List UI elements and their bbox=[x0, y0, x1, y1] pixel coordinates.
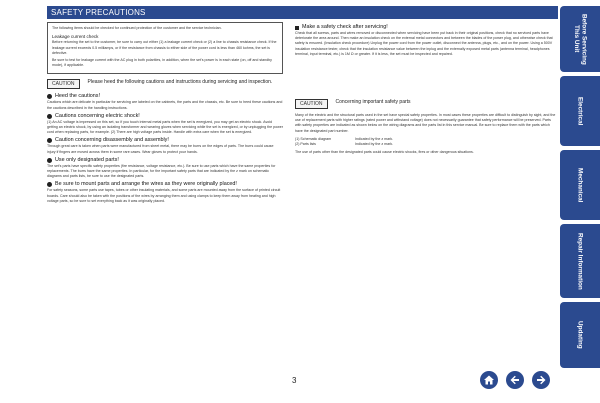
caution-badge: CAUTION bbox=[47, 79, 80, 89]
marking-table bbox=[295, 137, 557, 147]
forward-button[interactable] bbox=[532, 371, 550, 389]
section-body: Check that all screws, parts and wires removed or disconnected when servicing have been put back in their original positions, check that no serviced parts have deteriorate the area around. Then make an insulation check on the external metal connectors and between the blades of the power plug, and otherwise check that safety is ensured. (Insulation check procedure) Unplug the power cord from the power outlet, disconnect the antenna, plugs, etc., and on the power. Using a 500V insulation resistance tester, check that the insulation resistance value between the inplug and the externally exposed metal parts (antenna terminal, headphones terminal, input terminal, etc.) is 1M Ω or greater. If it is less, the set must be inspected and repaired. bbox=[295, 31, 553, 56]
table-key: (2) Parts lists bbox=[295, 142, 316, 147]
bullet-icon bbox=[47, 114, 52, 119]
section-title: Cautions concerning electric shock! bbox=[55, 112, 140, 119]
page-header: SAFETY PRECAUTIONS bbox=[47, 6, 558, 19]
caution-parts-footer: The use of parts other than the designated parts could cause electric shocks, fires or other dangerous situations. bbox=[295, 150, 474, 155]
section-body: Through great care is taken when parts were manufactured from sheet metal, there may be burrs on the edges of parts. The burrs could cause injury if fingers are moved across them in some rare cases. Wear gloves to protect your hands. bbox=[47, 144, 274, 154]
caution-text: Please heed the following cautions and instructions during servicing and inspection. bbox=[87, 79, 273, 86]
back-arrow-icon bbox=[509, 374, 521, 386]
section-title: Be sure to mount parts and arrange the wires as they were originally placed! bbox=[55, 181, 237, 188]
intro-line: The following items should be checked for continued protection of the customer and the service technician. bbox=[52, 26, 222, 30]
section-disassembly bbox=[47, 137, 283, 154]
left-column bbox=[47, 22, 283, 205]
tab-repair-information[interactable] bbox=[560, 224, 600, 298]
tab-label: Repair Information bbox=[576, 232, 584, 290]
section-title: Make a safety check after servicing! bbox=[302, 24, 388, 30]
caution-text: Concerning important safety parts bbox=[335, 99, 411, 106]
leakage-body-2: Be sure to test for leakage current with the AC plug in both polarities, in addition, when the set's power is in each state (on, off and standby mode), if applicable. bbox=[52, 58, 272, 68]
leakage-title: Leakage current check bbox=[52, 34, 99, 40]
tab-electrical[interactable] bbox=[560, 76, 600, 146]
section-body: For safety seasons, some parts use tapes, tubes or other insulating materials, and some parts are mounted away from the surface of printed circuit boards. Care should also be taken with the positions of the wires by arranging them and using clamps to keep them away from heating and high voltage parts, so be sure to set everything back as it was originally placed. bbox=[47, 188, 281, 203]
page-number: 3 bbox=[292, 376, 297, 385]
section-body: (1) An AC voltage is impressed on this set, so if you touch internal metal parts when the set is energized, you may get an electric shock. Avoid getting an electric shock, by using an isolating transformer and wearing gloves when servicing while the set is energized, or by unplugging the power cord when replacing parts, for example. (2) There are high voltage parts inside. Handle with extra care when the set is energized. bbox=[47, 119, 283, 135]
section-title: Heed the cautions! bbox=[55, 93, 100, 100]
square-bullet-icon bbox=[295, 26, 299, 30]
bullet-icon bbox=[47, 182, 52, 187]
tab-mechanical[interactable] bbox=[560, 150, 600, 220]
tab-label: Electrical bbox=[576, 96, 584, 126]
bullet-icon bbox=[47, 94, 52, 99]
section-body: The set's parts have specific safety properties (fire resistance, voltage resistance, etc.). Be sure to use parts which have the same properties for replacements. The burrs have the same properties. In particular, for the important safety parts that are indicated by the z mark on schematic diagrams and parts lists, be sure to use the designated parts. bbox=[47, 163, 276, 179]
tab-label: Before Servicing This Unit bbox=[573, 13, 588, 65]
section-body: Cautions which are delicate in particular for servicing are labeled on the cabinets, the parts and the chassis, etc. Be sure to heed these cautions and the cautions described in the handling instructions. bbox=[47, 100, 283, 110]
home-icon bbox=[483, 374, 495, 386]
section-mount bbox=[47, 181, 283, 204]
tab-updating[interactable] bbox=[560, 302, 600, 368]
table-row bbox=[295, 142, 557, 147]
caution-parts-body: Many of the electric and the structural parts used in the set have special safety properties. In most cases these properties are difficult to distinguish by sight, and the use of replacement parts with higher ratings (rated power and withstand voltage) does not necessarily guarantee that safety performance will be preserved. Parts with safety properties are indicated as shown below on the wiring diagrams and the parts list in this service manual. Be sure to replace them with the parts which have the designated part number. bbox=[295, 113, 556, 133]
caution-badge: CAUTION bbox=[295, 99, 328, 109]
section-heed bbox=[47, 93, 283, 110]
section-title: Use only designated parts! bbox=[55, 156, 119, 163]
caution-main bbox=[47, 79, 283, 89]
table-value: Indicated by the z mark. bbox=[355, 142, 394, 147]
tab-label: Updating bbox=[576, 321, 584, 349]
back-button[interactable] bbox=[506, 371, 524, 389]
bullet-icon bbox=[47, 158, 52, 163]
bullet-icon bbox=[47, 138, 52, 143]
home-button[interactable] bbox=[480, 371, 498, 389]
leakage-body-1: Before returning the set to the customer, be sure to carry out either (1) a leakage current check or (2) a line to chassis resistance check. If the leakage current exceeds 0.5 milliamps, or if the resistance from chassis to either side of the power cord is less than 460 kohms, the set is defective. bbox=[52, 40, 277, 55]
section-parts bbox=[47, 157, 283, 180]
section-shock bbox=[47, 113, 283, 136]
caution-parts bbox=[295, 99, 557, 109]
tab-label: Mechanical bbox=[576, 167, 584, 203]
right-column bbox=[295, 22, 557, 156]
forward-arrow-icon bbox=[535, 374, 547, 386]
intro-box bbox=[47, 22, 283, 74]
section-title: Caution concerning disassembly and assembly! bbox=[55, 137, 169, 144]
table-value: Indicated by the z mark. bbox=[355, 136, 394, 141]
table-key: (1) Schematic diagram bbox=[295, 136, 332, 141]
section-safety-check bbox=[295, 24, 557, 57]
tab-before-servicing[interactable] bbox=[560, 6, 600, 72]
